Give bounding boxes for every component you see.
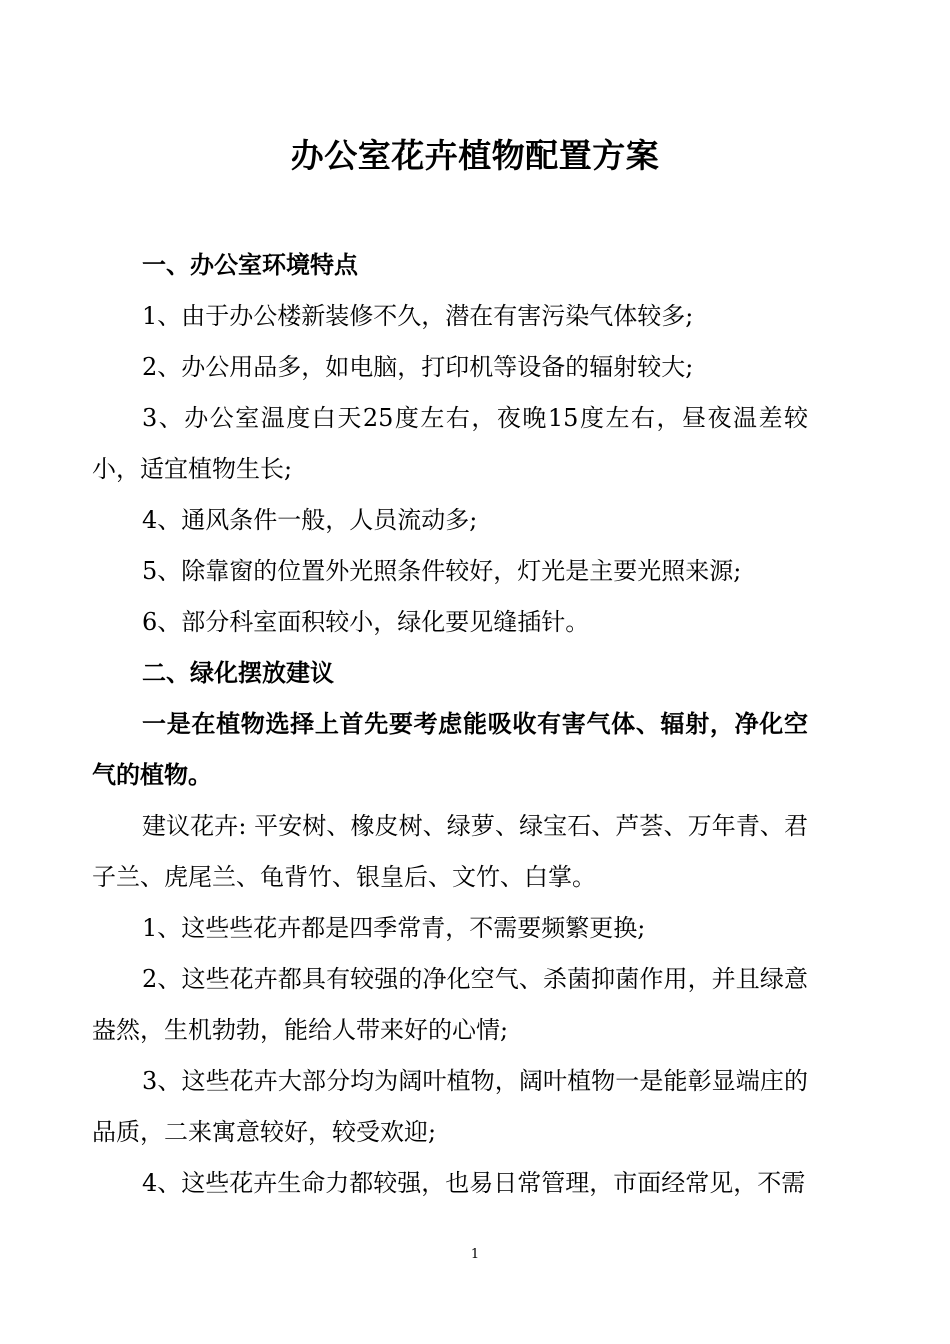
- section-heading-1: 一、办公室环境特点: [142, 251, 358, 279]
- paragraph-3: 3、办公室温度白天25度左右，夜晚15度左右，昼夜温差较小，适宜植物生长;: [92, 404, 808, 483]
- reason-2: 2、这些花卉都具有较强的净化空气、杀菌抑菌作用，并且绿意盎然，生机勃勃，能给人带来好的心情;: [92, 965, 808, 1044]
- recommended-plants: 建议花卉: 平安树、橡皮树、绿萝、绿宝石、芦荟、万年青、君子兰、虎尾兰、龟背竹、银皇后、文竹、白掌。: [92, 812, 808, 891]
- document-body: [92, 240, 808, 1209]
- page-number: 1: [470, 1247, 480, 1262]
- paragraph-4: 4、通风条件一般，人员流动多;: [142, 506, 478, 534]
- reason-1: 1、这些些花卉都是四季常青，不需要频繁更换;: [142, 914, 646, 942]
- reason-4: 4、这些花卉生命力都较强，也易日常管理，市面经常见，不需: [142, 1169, 806, 1197]
- reason-3: 3、这些花卉大部分均为阔叶植物，阔叶植物一是能彰显端庄的品质，二来寓意较好，较受欢迎;: [92, 1067, 808, 1146]
- recommendation-summary: 一是在植物选择上首先要考虑能吸收有害气体、辐射，净化空气的植物。: [92, 710, 808, 789]
- paragraph-1: 1、由于办公楼新装修不久，潜在有害污染气体较多;: [142, 302, 694, 330]
- section-heading-2: 二、绿化摆放建议: [142, 659, 334, 687]
- paragraph-2: 2、办公用品多，如电脑，打印机等设备的辐射较大;: [142, 353, 694, 381]
- paragraph-6: 6、部分科室面积较小，绿化要见缝插针。: [142, 608, 590, 636]
- paragraph-5: 5、除靠窗的位置外光照条件较好，灯光是主要光照来源;: [142, 557, 742, 585]
- page-title: 办公室花卉植物配置方案: [290, 136, 660, 175]
